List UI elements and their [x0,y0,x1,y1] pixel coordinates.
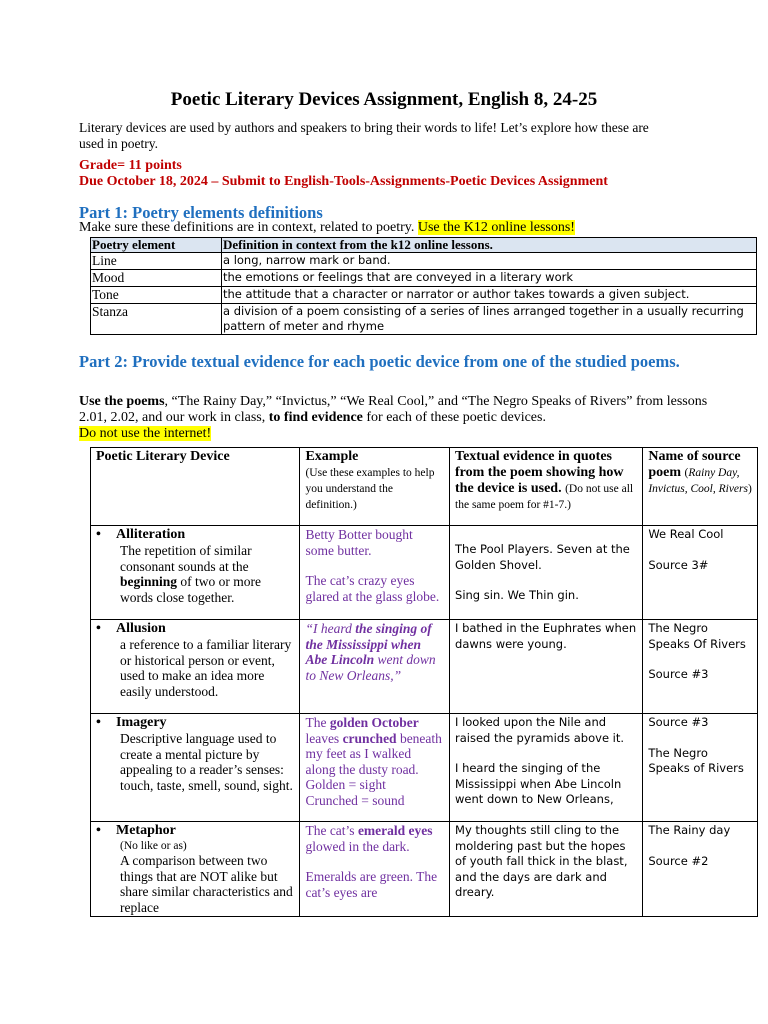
example-bold: golden October [329,715,419,730]
header-definition: Definition in context from the k12 online lessons. [222,238,757,253]
device-cell: • Allusion a reference to a familiar literary or historical person or event, used to make an idea more easily understood. [91,620,300,714]
definition-cell[interactable]: a division of a poem consisting of a series of lines arranged together in a usually recurring pattern of meter and rhyme [222,304,757,335]
device-note: (No like or as) [120,840,187,852]
document-title: Poetic Literary Devices Assignment, English 8, 24-25 [170,89,598,110]
part2-instructions [79,394,709,442]
source-text: The Negro Speaks of Rivers [648,745,744,775]
source-cell[interactable] [643,620,758,714]
instr-bold-use-poems: Use the poems [79,394,165,409]
term-cell: Mood [91,270,222,287]
instr-bold-find-evidence: to find evidence [268,410,363,425]
part1-heading: Part 1: Poetry elements definitions [79,203,323,222]
example-part: beneath my feet as I walked along the dusty road. [305,730,442,777]
example-bold: crunched [342,730,397,746]
device-desc: The repetition of similar consonant sounds at the [120,543,252,574]
header-device-label: Poetic Literary Device [96,449,230,464]
instr-text-1: , “The Rainy Day,” “Invictus,” “We Real Cool,” and “The Negro Speaks of Rivers” from lessons 2.01, 2.02, and our work in class, [79,394,708,425]
grade-line: Grade= 11 points [79,158,182,173]
term-cell: Tone [91,287,222,304]
term-cell: Stanza [91,304,222,335]
device-name: Alliteration [116,527,186,542]
example-part: went down to New Orleans,” [305,652,436,683]
example-cell [300,620,450,714]
table-row [91,526,758,620]
table-row [91,304,757,335]
table-row [91,822,758,917]
evidence-text: I heard the singing of the Mississippi when Abe Lincoln went down to New Orleans, [455,761,622,806]
device-cell: • Imagery Descriptive language used to create a mental picture by appealing to a reader’s senses: touch, taste, smell, sound, sight. [91,714,300,822]
device-name: Metaphor [116,823,176,838]
header-source-note: Rainy Day, Invictus, Cool, Rivers [648,467,748,495]
example-bold: the singing of the Mississippi when Abe Lincoln [305,621,432,667]
definitions-table [90,237,757,335]
example-line: Crunched = sound [305,792,405,808]
device-desc: a reference to a familiar literary or historical person or event, used to make an idea more easily understood. [120,637,292,699]
definition-cell[interactable]: the emotions or feelings that are conveyed in a literary work [222,270,757,287]
device-desc: Descriptive language used to create a mental picture by appealing to a reader’s senses: touch, taste, smell, sound, sight. [120,731,293,793]
part1-instruction-text: Make sure these definitions are in context, related to poetry. [79,220,415,235]
devices-header-row [91,448,758,526]
term-cell: Line [91,253,222,270]
header-poetry-element: Poetry element [91,238,222,253]
definition-cell[interactable]: a long, narrow mark or band. [222,253,757,270]
part1-highlight: Use the K12 online lessons! [417,220,575,235]
device-desc-bold: beginning [120,574,178,589]
example-line: Emeralds are green. The cat’s eyes are [305,869,438,900]
instr-text-2: for each of these poetic devices. [362,410,546,425]
source-cell[interactable] [643,822,758,917]
header-evidence-label: Textual evidence in quotes from the poem showing how the device is used. [455,449,624,496]
source-text: Source 3# [648,557,709,572]
table-row [91,620,758,714]
example-line: Golden = sight [305,777,386,792]
example-part: The [305,715,330,730]
example-part: The cat’s [305,823,358,838]
source-cell[interactable] [643,526,758,620]
evidence-text: Sing sin. We Thin gin. [455,588,579,602]
intro-paragraph [79,120,689,152]
part2-heading: Part 2: Provide textual evidence for each poetic device from one of the studied poems. [79,352,680,371]
example-line: The cat’s crazy eyes glared at the glass globe. [305,573,440,604]
header-evidence [450,448,643,526]
due-date-line: Due October 18, 2024 – Submit to English-Tools-Assignments-Poetic Devices Assignment [79,174,608,189]
device-desc-end: of two or more words close together. [120,574,262,605]
source-text: We Real Cool [648,527,724,541]
evidence-text: My thoughts still cling to the moldering past but the hopes of youth fall thick in the blast, and the days are dark and dreary. [455,823,628,899]
header-example-label: Example [305,449,359,464]
header-example-note: (Use these examples to help you understand the definition.) [305,467,435,511]
example-part: glowed in the dark. [305,838,410,854]
evidence-cell[interactable] [450,714,643,822]
example-cell [300,526,450,620]
example-line: Betty Botter bought some butter. [305,527,413,558]
example-cell [300,822,450,917]
source-text: The Negro Speaks Of Rivers [648,621,746,651]
example-line [305,823,444,854]
source-cell[interactable] [643,714,758,822]
example-bold: emerald eyes [357,823,433,838]
example-part: “I heard [305,621,356,636]
evidence-cell[interactable] [450,526,643,620]
evidence-cell[interactable] [450,822,643,917]
source-text: Source #3 [648,667,709,681]
intro-line-2: used in poetry. [79,136,158,151]
header-source-label: Name of source poem [648,449,741,480]
source-text: Source #2 [648,853,709,868]
definition-cell[interactable]: the attitude that a character or narrator or author takes towards a given subject. [222,287,757,304]
table-row [91,714,758,822]
source-text: Source #3 [648,715,709,729]
table-header-row [91,238,757,253]
example-part: leaves [305,730,343,746]
device-desc: A comparison between two things that are NOT alike but share similar characteristics and replace [120,853,293,915]
table-row [91,287,757,304]
example-cell [300,714,450,822]
device-cell: • Alliteration The repetition of similar consonant sounds at the beginning of two or more words close together. [91,526,300,620]
device-name: Imagery [116,715,167,730]
intro-line-1: Literary devices are used by authors and speakers to bring their words to life! Let’s explore how these are [79,120,649,135]
device-cell: • Metaphor (No like or as) A comparison between two things that are NOT alike but share similar characteristics and replace [91,822,300,917]
part2-highlight: Do not use the internet! [79,426,212,441]
table-row [91,270,757,287]
evidence-text: I bathed in the Euphrates when dawns were young. [455,621,637,651]
header-example [300,448,450,526]
header-source: Name of source poem (Rainy Day, Invictus, Cool, Rivers) [643,448,758,526]
example-line [305,621,444,683]
example-line [305,715,444,777]
header-evidence-note: (Do not use all the same poem for #1-7.) [455,483,634,511]
table-row [91,253,757,270]
part1-instructions [79,220,575,236]
devices-table [90,447,758,917]
header-device [91,448,300,526]
evidence-text: The Pool Players. Seven at the Golden Shovel. [455,542,630,572]
device-name: Allusion [116,621,166,636]
evidence-text: I looked upon the Nile and raised the pyramids above it. [455,715,625,745]
evidence-cell[interactable] [450,620,643,714]
source-text: The Rainy day [648,823,731,837]
